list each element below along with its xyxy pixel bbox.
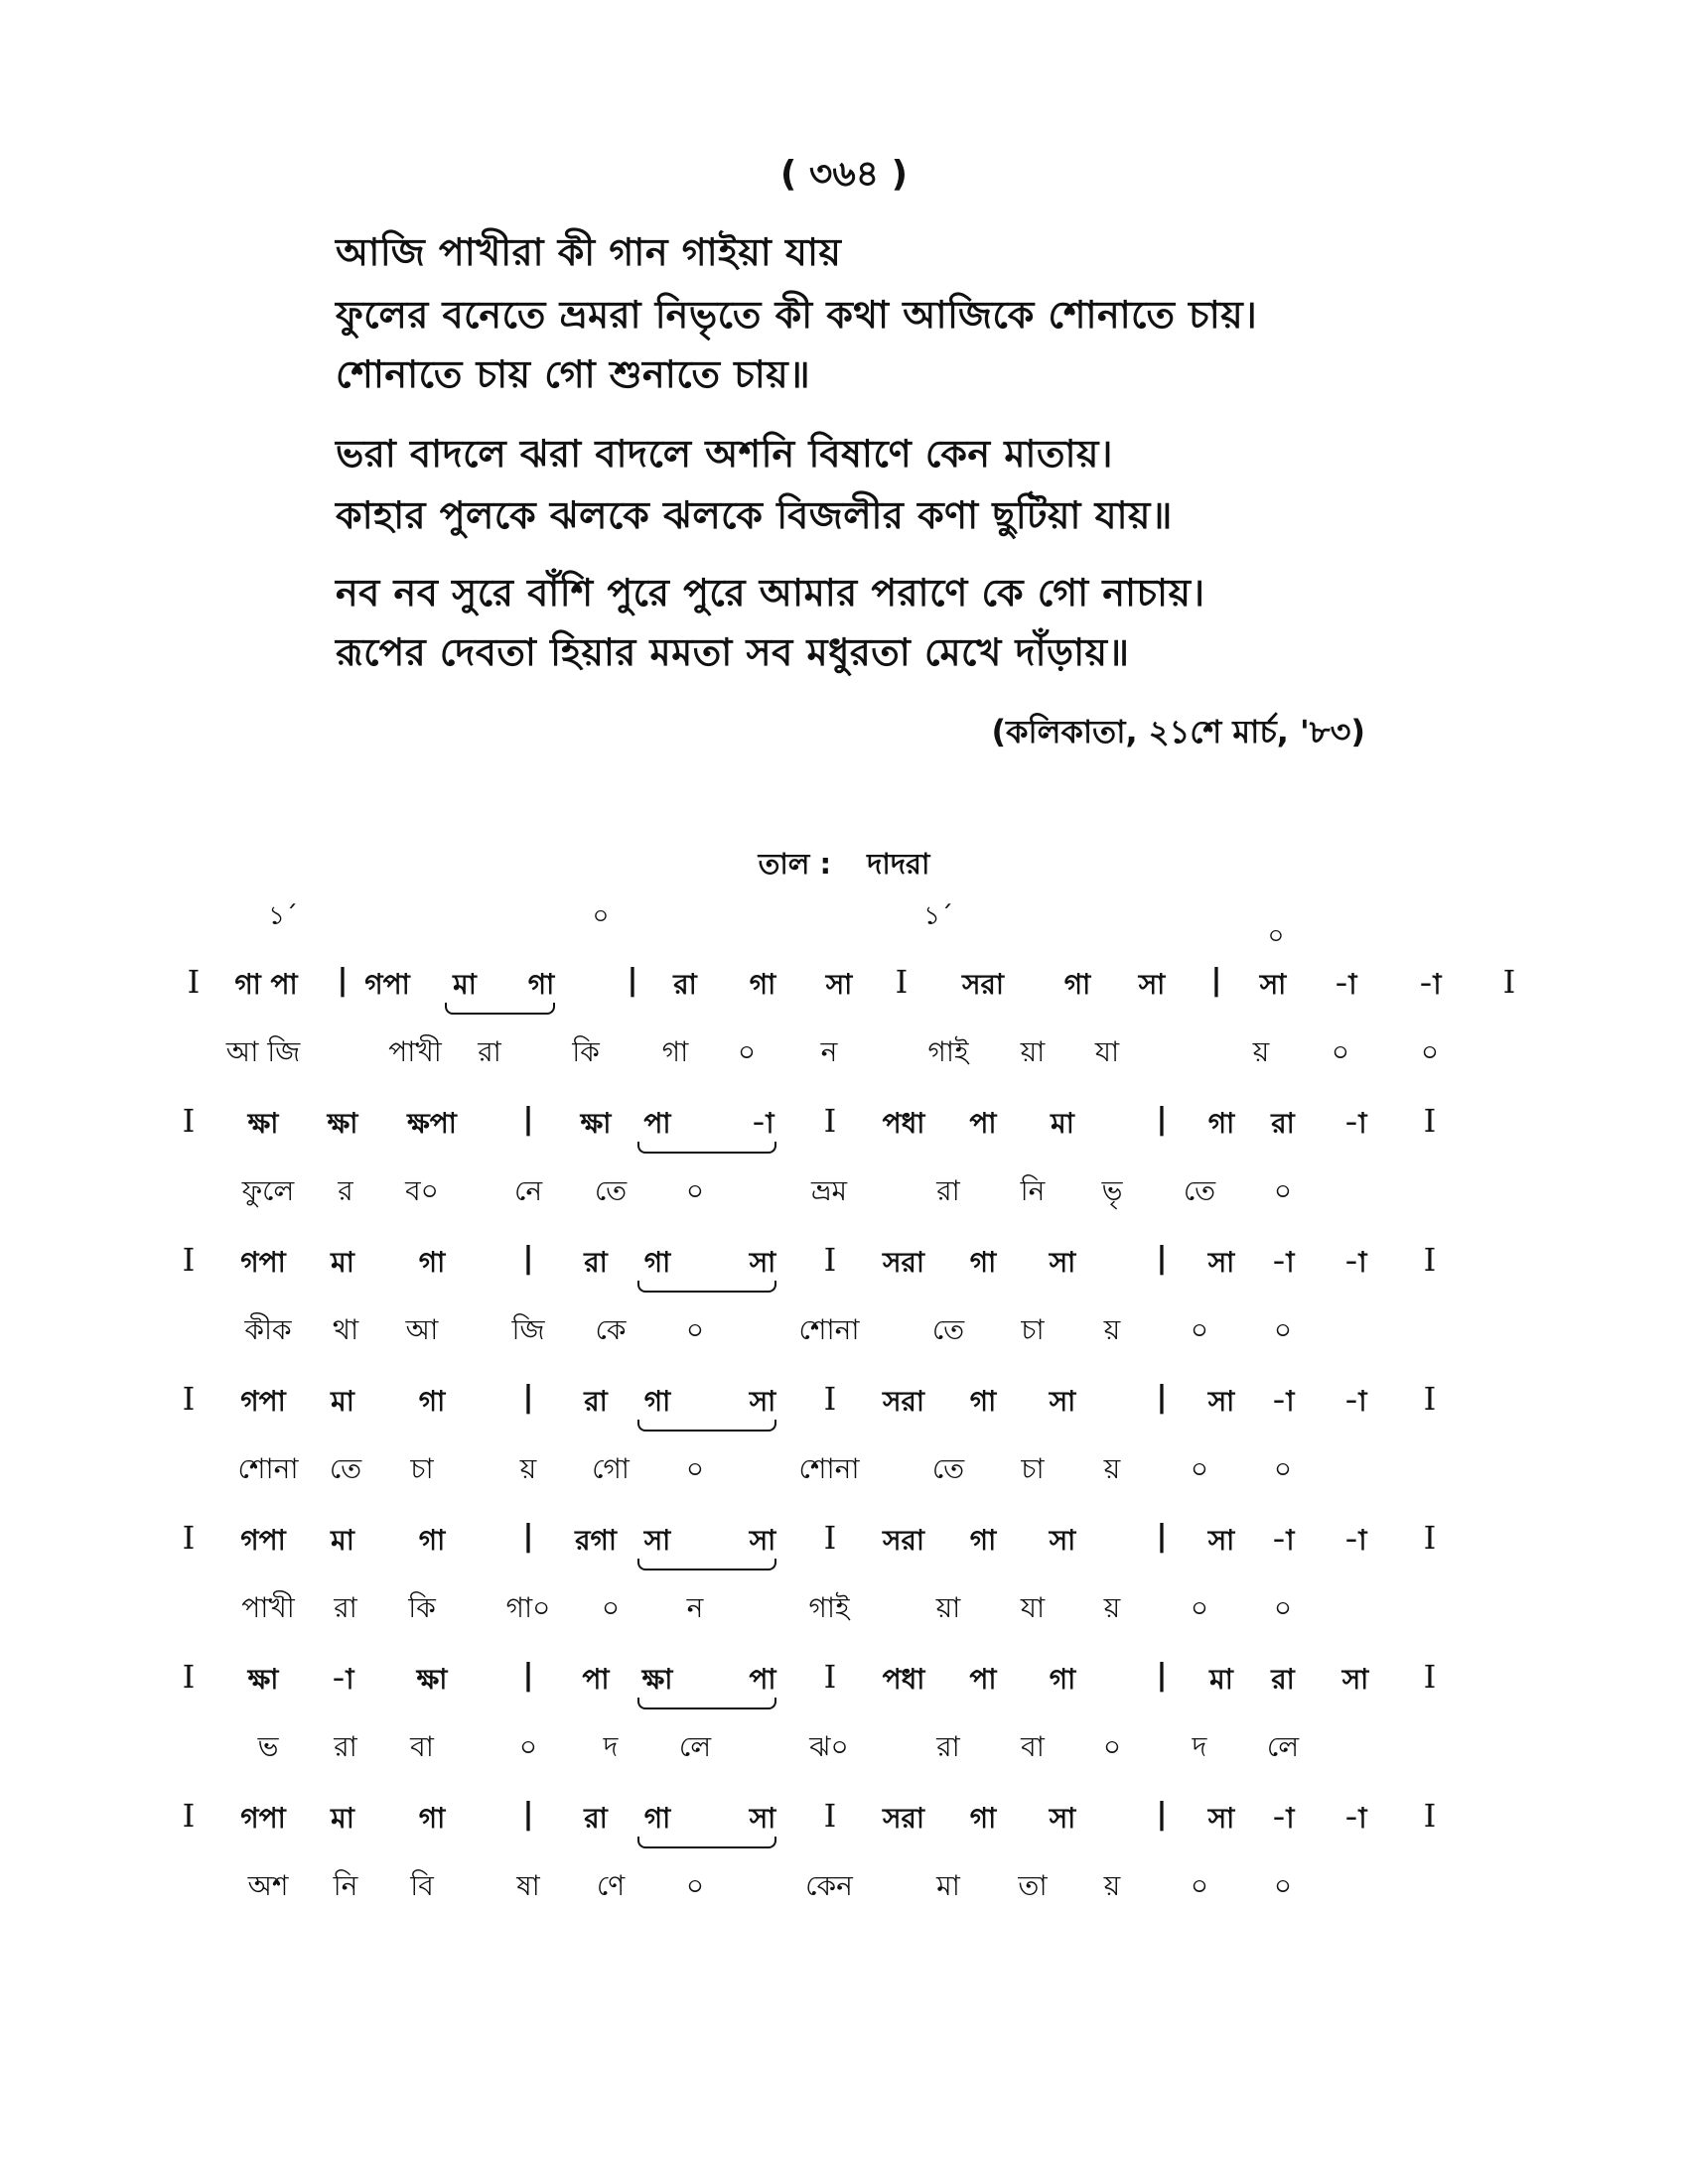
note-cell: গা [643, 1802, 671, 1835]
note-cell: মা [453, 968, 477, 1001]
note-cell: গা [749, 968, 776, 1001]
lyric-line: কাহার পুলকে ঝলকে ঝলকে বিজলীর কণা ছুটিয়া যায়॥ [336, 493, 1173, 537]
lyric-syllable: ০ [1190, 1452, 1209, 1485]
lyric-line: রূপের দেবতা হিয়ার মমতা সব মধুরতা মেখে দাঁড়ায়॥ [336, 630, 1130, 674]
note-cell: গা পা [234, 968, 298, 1001]
note-cell: সা [1207, 1802, 1235, 1835]
lyric-syllable: ০ [1331, 1035, 1350, 1068]
note-cell: মা [331, 1524, 354, 1557]
lyric-syllable: য় [1103, 1313, 1121, 1346]
bar-line-double: I [182, 1797, 196, 1835]
bar-line-double: I [187, 963, 201, 1001]
bar-line: | [522, 1797, 534, 1832]
beat-mark: ০ [592, 901, 610, 931]
lyric-syllable: গাই [927, 1035, 969, 1068]
lyric-syllable: ০ [1273, 1452, 1293, 1485]
note-cell: রা [1271, 1107, 1295, 1140]
note-cell: গপা [240, 1802, 286, 1835]
lyric-syllable: য় [1103, 1452, 1121, 1485]
note-cell: ক্ষা [580, 1107, 612, 1140]
slur-mark [637, 1698, 776, 1709]
bar-line-double: I [1423, 1380, 1437, 1418]
lyric-syllable: ০ [685, 1313, 705, 1346]
note-cell: গা [418, 1246, 446, 1279]
bar-line-double: I [182, 1102, 196, 1140]
lyric-line: ভরা বাদলে ঝরা বাদলে অশনি বিষাণে কেন মাতায়। [336, 432, 1113, 476]
note-cell: -া [1271, 1385, 1295, 1418]
note-cell: ক্ষপা [407, 1107, 457, 1140]
note-cell: গপা [240, 1524, 286, 1557]
lyric-line: নব নব সুরে বাঁশি পুরে পুরে আমার পরাণে কে গো নাচায়। [336, 571, 1205, 614]
bar-line-double: I [1423, 1797, 1437, 1835]
lyric-syllable: শোনা [798, 1313, 860, 1346]
lyric-syllable: থা [332, 1313, 359, 1346]
lyric-syllable: যা [1020, 1591, 1046, 1624]
note-cell: সরা [882, 1524, 925, 1557]
lyric-syllable: রা [334, 1730, 357, 1763]
note-cell: -া [1418, 968, 1442, 1001]
tal-heading [0, 842, 1688, 890]
note-cell: সা [1049, 1802, 1076, 1835]
lyric-syllable: লে [678, 1730, 712, 1763]
lyric-syllable: অশ [247, 1869, 289, 1902]
bar-line-double: I [823, 1658, 837, 1696]
bar-line-double: I [182, 1519, 196, 1557]
note-cell: রা [1271, 1663, 1295, 1696]
lyric-syllable: ০ [685, 1452, 705, 1485]
lyric-syllable: নে [513, 1174, 543, 1207]
lyric-syllable: ষা [516, 1869, 540, 1902]
lyric-syllable: বি [410, 1869, 434, 1902]
lyric-syllable: কেন [805, 1869, 853, 1902]
lyric-syllable: শোনা [798, 1452, 860, 1485]
lyric-syllable: বা [1021, 1730, 1045, 1763]
bar-line-double: I [823, 1797, 837, 1835]
note-cell: ক্ষা [641, 1663, 673, 1696]
bar-line: | [1210, 963, 1222, 998]
slur-mark [637, 1420, 776, 1432]
lyric-syllable: ০ [1102, 1730, 1122, 1763]
note-cell: -া [331, 1663, 354, 1696]
lyric-syllable: গো [592, 1452, 630, 1485]
lyric-syllable: কি [408, 1591, 436, 1624]
note-cell: সা [1207, 1246, 1235, 1279]
lyric-syllable: তে [931, 1313, 965, 1346]
note-cell: ক্ষা [327, 1107, 358, 1140]
note-cell: পা [969, 1107, 997, 1140]
bar-line-double: I [895, 963, 909, 1001]
note-cell: সরা [961, 968, 1005, 1001]
tal-label: তাল : [758, 847, 832, 881]
note-cell: সা [1341, 1663, 1369, 1696]
note-cell: -া [1271, 1802, 1295, 1835]
bar-line-double: I [823, 1380, 837, 1418]
slur-mark [445, 1003, 555, 1015]
note-cell: গপা [240, 1246, 286, 1279]
bar-line: | [522, 1519, 534, 1554]
bar-line: | [522, 1658, 534, 1693]
lyric-syllable: ০ [1420, 1035, 1440, 1068]
note-cell: সা [749, 1802, 776, 1835]
lyric-syllable: লে [1266, 1730, 1300, 1763]
slur-mark [637, 1281, 776, 1293]
lyric-syllable: গা০ [505, 1591, 551, 1624]
lyric-syllable: ণে [596, 1869, 626, 1902]
note-cell: সা [643, 1524, 671, 1557]
note-cell: গপা [364, 968, 410, 1001]
lyric-syllable: মা [936, 1869, 960, 1902]
note-cell: গা [1049, 1663, 1076, 1696]
note-cell: গা [418, 1385, 446, 1418]
note-cell: -া [751, 1107, 774, 1140]
lyric-syllable: কীক [244, 1313, 292, 1346]
note-cell: সা [1259, 968, 1287, 1001]
lyric-syllable: আ [405, 1313, 439, 1346]
lyric-syllable: দ [603, 1730, 619, 1763]
note-cell: গা [969, 1524, 997, 1557]
note-cell: সরা [882, 1246, 925, 1279]
lyric-syllable: য়া [1020, 1035, 1046, 1068]
lyric-syllable: ০ [1190, 1313, 1209, 1346]
note-cell: গা [1063, 968, 1091, 1001]
note-cell: -া [1334, 968, 1357, 1001]
bar-line-double: I [182, 1241, 196, 1279]
lyric-syllable: ০ [1273, 1869, 1293, 1902]
note-cell: পধা [882, 1663, 925, 1696]
lyric-syllable: ন [820, 1035, 838, 1068]
lyric-syllable: কি [572, 1035, 600, 1068]
note-cell: সরা [882, 1385, 925, 1418]
bar-line: | [1156, 1241, 1168, 1276]
lyric-syllable: রা [936, 1174, 960, 1207]
note-cell: মা [331, 1385, 354, 1418]
lyric-syllable: নি [1020, 1174, 1046, 1207]
note-cell: সা [749, 1246, 776, 1279]
bar-line-double: I [823, 1102, 837, 1140]
lyric-syllable: ভ [257, 1730, 279, 1763]
lyric-syllable: ভৃ [1101, 1174, 1123, 1207]
lyric-syllable: রা [334, 1591, 357, 1624]
note-cell: -া [1271, 1246, 1295, 1279]
note-cell: গা [418, 1524, 446, 1557]
lyric-syllable: গাই [808, 1591, 850, 1624]
note-cell: সা [1049, 1385, 1076, 1418]
bar-line: | [1156, 1102, 1168, 1137]
lyric-syllable: শোনা [237, 1452, 299, 1485]
bar-line-double: I [1502, 963, 1516, 1001]
note-cell: সা [1207, 1524, 1235, 1557]
lyric-syllable: র [338, 1174, 353, 1207]
lyric-syllable: ফুলে [241, 1174, 295, 1207]
bar-line: | [1156, 1380, 1168, 1415]
lyric-syllable: চা [410, 1452, 434, 1485]
lyric-syllable: ০ [737, 1035, 757, 1068]
lyric-syllable: দ [1192, 1730, 1207, 1763]
note-cell: গা [969, 1385, 997, 1418]
lyric-syllable: ভ্রম [810, 1174, 848, 1207]
note-cell: সরা [882, 1802, 925, 1835]
note-cell: মা [1051, 1107, 1074, 1140]
bar-line: | [1156, 1797, 1168, 1832]
lyric-syllable: তে [329, 1452, 362, 1485]
lyric-syllable: ০ [1273, 1591, 1293, 1624]
note-cell: পধা [882, 1107, 925, 1140]
lyric-syllable: ০ [1273, 1174, 1293, 1207]
lyric-syllable: তা [1018, 1869, 1048, 1902]
lyric-syllable: য় [1252, 1035, 1270, 1068]
lyric-syllable: যা [1094, 1035, 1120, 1068]
note-cell: রা [584, 1246, 608, 1279]
bar-line-double: I [182, 1658, 196, 1696]
bar-line-double: I [823, 1519, 837, 1557]
note-cell: মা [331, 1802, 354, 1835]
note-cell: সা [1207, 1385, 1235, 1418]
note-cell: সা [749, 1524, 776, 1557]
lyric-syllable: জি [511, 1313, 545, 1346]
lyric-line: শোনাতে চায় গো শুনাতে চায়॥ [336, 352, 811, 396]
bar-line: | [1156, 1658, 1168, 1693]
bar-line-double: I [182, 1380, 196, 1418]
slur-mark [637, 1559, 776, 1570]
lyric-syllable: ঝ০ [809, 1730, 849, 1763]
bar-line: | [337, 963, 349, 998]
lyric-syllable: য়া [935, 1591, 961, 1624]
bar-line: | [1156, 1519, 1168, 1554]
lyric-syllable: ০ [685, 1174, 705, 1207]
note-cell: সা [1138, 968, 1166, 1001]
note-cell: সা [1049, 1524, 1076, 1557]
bar-line-double: I [1423, 1241, 1437, 1279]
note-cell: রগা [575, 1524, 617, 1557]
note-cell: গা [527, 968, 555, 1001]
lyric-line: ফুলের বনেতে ভ্রমরা নিভৃতে কী কথা আজিকে শোনাতে চায়। [336, 293, 1258, 337]
beat-mark: ০ [1267, 921, 1285, 951]
note-cell: -া [1343, 1802, 1367, 1835]
note-cell: -া [1343, 1107, 1367, 1140]
bar-line-double: I [823, 1241, 837, 1279]
note-cell: -া [1343, 1524, 1367, 1557]
note-cell: গা [418, 1802, 446, 1835]
lyric-syllable: ০ [1190, 1869, 1209, 1902]
note-cell: গা [969, 1246, 997, 1279]
beat-mark: ১´ [923, 901, 953, 931]
note-cell: মা [331, 1246, 354, 1279]
beat-mark: ১´ [268, 901, 298, 931]
lyric-syllable: ০ [601, 1591, 621, 1624]
note-cell: মা [1209, 1663, 1233, 1696]
lyric-syllable: পাখী [388, 1035, 442, 1068]
note-cell: গা [1207, 1107, 1235, 1140]
lyric-syllable: ০ [685, 1869, 705, 1902]
lyric-syllable: তে [1183, 1174, 1216, 1207]
lyric-syllable: পাখী [241, 1591, 295, 1624]
lyric-syllable: য় [1103, 1869, 1121, 1902]
lyric-syllable: নি [333, 1869, 358, 1902]
lyric-syllable: ন [686, 1591, 704, 1624]
note-cell: পা [749, 1663, 776, 1696]
bar-line: | [522, 1102, 534, 1137]
tal-name: দাদরা [867, 847, 930, 881]
lyric-syllable: আ জি [225, 1035, 301, 1068]
note-cell: ক্ষা [247, 1107, 279, 1140]
note-cell: গা [969, 1802, 997, 1835]
lyric-syllable: ০ [1190, 1591, 1209, 1624]
slur-mark [637, 1142, 776, 1154]
note-cell: গা [643, 1246, 671, 1279]
bar-line: | [522, 1241, 534, 1276]
place-date: (কলিকাতা, ২১শে মার্চ, '৮৩) [991, 713, 1365, 751]
lyric-syllable: তে [931, 1452, 965, 1485]
slur-mark [637, 1837, 776, 1848]
note-cell: পা [643, 1107, 671, 1140]
note-cell: গপা [240, 1385, 286, 1418]
lyric-syllable: রা [936, 1730, 960, 1763]
lyric-syllable: ০ [1273, 1313, 1293, 1346]
note-cell: সা [1049, 1246, 1076, 1279]
lyric-syllable: বা [410, 1730, 434, 1763]
note-cell: -া [1271, 1524, 1295, 1557]
bar-line: | [627, 963, 638, 998]
note-cell: পা [969, 1663, 997, 1696]
note-cell: গা [643, 1385, 671, 1418]
lyric-syllable: য় [1103, 1591, 1121, 1624]
note-cell: ক্ষা [247, 1663, 279, 1696]
note-cell: রা [584, 1385, 608, 1418]
lyric-syllable: তে [594, 1174, 628, 1207]
note-cell: -া [1343, 1385, 1367, 1418]
lyric-syllable: গা [661, 1035, 689, 1068]
lyric-syllable: কে [595, 1313, 627, 1346]
lyric-syllable: য় [519, 1452, 537, 1485]
bar-line-double: I [1423, 1519, 1437, 1557]
note-cell: ক্ষা [416, 1663, 448, 1696]
note-cell: -া [1343, 1246, 1367, 1279]
note-cell: সা [749, 1385, 776, 1418]
lyric-line: আজি পাখীরা কী গান গাইয়া যায় [336, 230, 842, 274]
note-cell: রা [584, 1802, 608, 1835]
lyric-syllable: চা [1021, 1452, 1045, 1485]
bar-line: | [522, 1380, 534, 1415]
lyric-syllable: চা [1021, 1313, 1045, 1346]
lyric-syllable: ০ [518, 1730, 538, 1763]
note-cell: পা [582, 1663, 610, 1696]
bar-line-double: I [1423, 1102, 1437, 1140]
bar-line-double: I [1423, 1658, 1437, 1696]
page-number: ( ৩৬৪ ) [779, 154, 909, 195]
lyric-syllable: ব০ [405, 1174, 439, 1207]
note-cell: সা [825, 968, 853, 1001]
note-cell: রা [673, 968, 697, 1001]
lyric-syllable: রা [478, 1035, 501, 1068]
